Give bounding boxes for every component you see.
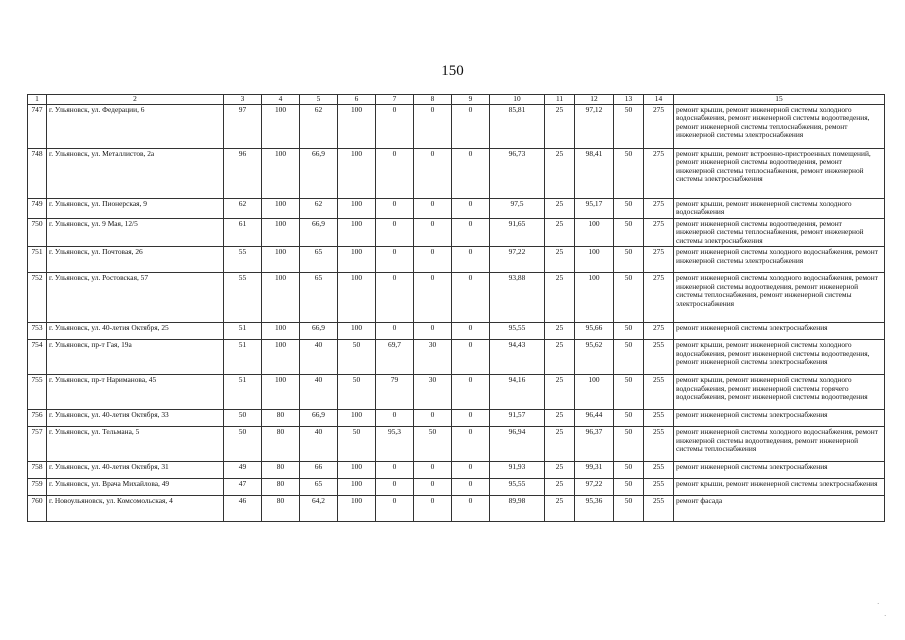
address-cell: г. Ульяновск, ул. Почтовая, 26 (47, 247, 224, 273)
value-cell-c14: 255 (644, 427, 674, 462)
value-cell-c8: 0 (414, 148, 452, 198)
value-cell-c5: 66 (300, 462, 338, 479)
value-cell-c6: 100 (338, 198, 376, 218)
value-cell-c11: 25 (545, 148, 575, 198)
value-cell-c4: 80 (262, 427, 300, 462)
value-cell-c12: 100 (575, 273, 614, 323)
value-cell-c8: 0 (414, 218, 452, 247)
value-cell-c8: 0 (414, 273, 452, 323)
value-cell-c13: 50 (614, 340, 644, 375)
value-cell-c4: 80 (262, 496, 300, 522)
value-cell-c3: 62 (224, 198, 262, 218)
value-cell-c9: 0 (452, 340, 490, 375)
value-cell-c7: 0 (376, 479, 414, 496)
value-cell-c9: 0 (452, 427, 490, 462)
value-cell-c13: 50 (614, 496, 644, 522)
table-row (28, 273, 885, 323)
row-number: 755 (28, 375, 47, 410)
table-row (28, 410, 885, 427)
value-cell-c10: 97,22 (490, 247, 545, 273)
value-cell-c4: 80 (262, 410, 300, 427)
value-cell-c7: 79 (376, 375, 414, 410)
value-cell-c11: 25 (545, 273, 575, 323)
column-header: 13 (614, 95, 644, 105)
row-number: 749 (28, 198, 47, 218)
row-number: 752 (28, 273, 47, 323)
column-header: 6 (338, 95, 376, 105)
value-cell-c8: 0 (414, 198, 452, 218)
address-cell: г. Ульяновск, ул. Металлистов, 2а (47, 148, 224, 198)
value-cell-c10: 96,73 (490, 148, 545, 198)
row-number: 750 (28, 218, 47, 247)
value-cell-c10: 91,57 (490, 410, 545, 427)
table-row (28, 323, 885, 340)
value-cell-c6: 100 (338, 462, 376, 479)
value-cell-c12: 100 (575, 218, 614, 247)
value-cell-c7: 69,7 (376, 340, 414, 375)
value-cell-c4: 100 (262, 323, 300, 340)
value-cell-c8: 0 (414, 104, 452, 148)
value-cell-c8: 0 (414, 410, 452, 427)
value-cell-c10: 95,55 (490, 323, 545, 340)
value-cell-c3: 50 (224, 427, 262, 462)
value-cell-c11: 25 (545, 375, 575, 410)
column-header: 5 (300, 95, 338, 105)
value-cell-c12: 97,12 (575, 104, 614, 148)
address-cell: г. Ульяновск, ул. Тельмана, 5 (47, 427, 224, 462)
address-cell: г. Ульяновск, ул. 40-летия Октября, 33 (47, 410, 224, 427)
value-cell-c5: 62 (300, 198, 338, 218)
value-cell-c14: 275 (644, 273, 674, 323)
value-cell-c6: 50 (338, 375, 376, 410)
value-cell-c11: 25 (545, 323, 575, 340)
address-cell: г. Ульяновск, ул. Ростовская, 57 (47, 273, 224, 323)
address-cell: г. Ульяновск, ул. 40-летия Октября, 31 (47, 462, 224, 479)
table-row (28, 375, 885, 410)
value-cell-c9: 0 (452, 273, 490, 323)
value-cell-c5: 40 (300, 340, 338, 375)
value-cell-c5: 40 (300, 375, 338, 410)
scan-mark: · (884, 612, 887, 620)
value-cell-c9: 0 (452, 198, 490, 218)
value-cell-c7: 0 (376, 148, 414, 198)
column-header: 9 (452, 95, 490, 105)
value-cell-c3: 96 (224, 148, 262, 198)
value-cell-c10: 91,93 (490, 462, 545, 479)
value-cell-c10: 85,81 (490, 104, 545, 148)
value-cell-c3: 46 (224, 496, 262, 522)
value-cell-c7: 0 (376, 247, 414, 273)
column-header: 8 (414, 95, 452, 105)
works-cell: ремонт крыши, ремонт инженерной системы холодного водоснабжения (674, 198, 885, 218)
value-cell-c5: 62 (300, 104, 338, 148)
value-cell-c4: 80 (262, 479, 300, 496)
value-cell-c6: 100 (338, 273, 376, 323)
value-cell-c13: 50 (614, 375, 644, 410)
value-cell-c14: 255 (644, 340, 674, 375)
column-header: 11 (545, 95, 575, 105)
works-cell: ремонт крыши, ремонт инженерной системы холодного водоснабжения, ремонт инженерной системы водоотведения, ремонт инженерной системы электроснабжения (674, 340, 885, 375)
value-cell-c5: 65 (300, 479, 338, 496)
works-cell: ремонт фасада (674, 496, 885, 522)
column-header: 15 (674, 95, 885, 105)
value-cell-c14: 255 (644, 479, 674, 496)
value-cell-c5: 66,9 (300, 410, 338, 427)
works-cell: ремонт инженерной системы электроснабжения (674, 462, 885, 479)
value-cell-c7: 0 (376, 218, 414, 247)
value-cell-c13: 50 (614, 323, 644, 340)
value-cell-c7: 95,3 (376, 427, 414, 462)
value-cell-c9: 0 (452, 104, 490, 148)
value-cell-c8: 30 (414, 375, 452, 410)
value-cell-c12: 95,17 (575, 198, 614, 218)
value-cell-c3: 55 (224, 247, 262, 273)
column-header: 3 (224, 95, 262, 105)
value-cell-c13: 50 (614, 198, 644, 218)
value-cell-c11: 25 (545, 479, 575, 496)
value-cell-c4: 100 (262, 218, 300, 247)
value-cell-c11: 25 (545, 410, 575, 427)
value-cell-c7: 0 (376, 323, 414, 340)
value-cell-c10: 91,65 (490, 218, 545, 247)
value-cell-c7: 0 (376, 462, 414, 479)
address-cell: г. Ульяновск, ул. 40-летия Октября, 25 (47, 323, 224, 340)
row-number: 760 (28, 496, 47, 522)
value-cell-c14: 255 (644, 496, 674, 522)
column-header: 12 (575, 95, 614, 105)
works-cell: ремонт крыши, ремонт инженерной системы холодного водоснабжения, ремонт инженерной системы водоотведения, ремонт инженерной системы теплоснабжения, ремонт инженерной системы электроснабжения (674, 104, 885, 148)
row-number: 753 (28, 323, 47, 340)
table-body (28, 104, 885, 522)
value-cell-c5: 66,9 (300, 148, 338, 198)
value-cell-c9: 0 (452, 479, 490, 496)
value-cell-c5: 66,9 (300, 323, 338, 340)
value-cell-c14: 275 (644, 148, 674, 198)
table-row (28, 496, 885, 522)
value-cell-c5: 65 (300, 247, 338, 273)
works-cell: ремонт крыши, ремонт встроенно-пристроенных помещений, ремонт инженерной системы водоотведения, ремонт инженерной системы теплоснабжения, ремонт инженерной системы электроснабжения (674, 148, 885, 198)
value-cell-c12: 97,22 (575, 479, 614, 496)
value-cell-c4: 80 (262, 462, 300, 479)
value-cell-c3: 97 (224, 104, 262, 148)
value-cell-c7: 0 (376, 198, 414, 218)
value-cell-c14: 255 (644, 462, 674, 479)
value-cell-c9: 0 (452, 462, 490, 479)
value-cell-c9: 0 (452, 496, 490, 522)
value-cell-c6: 100 (338, 410, 376, 427)
value-cell-c3: 61 (224, 218, 262, 247)
table-row (28, 218, 885, 247)
value-cell-c10: 95,55 (490, 479, 545, 496)
scan-mark: · (877, 600, 880, 608)
value-cell-c9: 0 (452, 148, 490, 198)
value-cell-c14: 275 (644, 198, 674, 218)
value-cell-c3: 51 (224, 375, 262, 410)
table-row (28, 340, 885, 375)
address-cell: г. Ульяновск, пр-т Нариманова, 45 (47, 375, 224, 410)
value-cell-c8: 0 (414, 323, 452, 340)
value-cell-c9: 0 (452, 375, 490, 410)
value-cell-c13: 50 (614, 410, 644, 427)
address-cell: г. Ульяновск, ул. Пионерская, 9 (47, 198, 224, 218)
table-row (28, 198, 885, 218)
value-cell-c7: 0 (376, 273, 414, 323)
value-cell-c6: 50 (338, 427, 376, 462)
value-cell-c4: 100 (262, 273, 300, 323)
value-cell-c7: 0 (376, 496, 414, 522)
value-cell-c4: 100 (262, 340, 300, 375)
value-cell-c3: 50 (224, 410, 262, 427)
value-cell-c11: 25 (545, 340, 575, 375)
value-cell-c12: 96,37 (575, 427, 614, 462)
address-cell: г. Ульяновск, ул. Врача Михайлова, 49 (47, 479, 224, 496)
value-cell-c6: 100 (338, 496, 376, 522)
value-cell-c5: 65 (300, 273, 338, 323)
value-cell-c9: 0 (452, 410, 490, 427)
works-cell: ремонт крыши, ремонт инженерной системы холодного водоснабжения, ремонт инженерной системы горячего водоснабжения, ремонт инженерной системы водоотведения (674, 375, 885, 410)
value-cell-c13: 50 (614, 218, 644, 247)
row-number: 748 (28, 148, 47, 198)
column-header: 10 (490, 95, 545, 105)
value-cell-c13: 50 (614, 273, 644, 323)
value-cell-c11: 25 (545, 462, 575, 479)
column-header: 14 (644, 95, 674, 105)
works-cell: ремонт инженерной системы электроснабжения (674, 323, 885, 340)
value-cell-c6: 100 (338, 148, 376, 198)
value-cell-c8: 50 (414, 427, 452, 462)
value-cell-c4: 100 (262, 247, 300, 273)
table-row (28, 247, 885, 273)
value-cell-c9: 0 (452, 323, 490, 340)
value-cell-c5: 64,2 (300, 496, 338, 522)
value-cell-c10: 94,16 (490, 375, 545, 410)
value-cell-c11: 25 (545, 104, 575, 148)
value-cell-c5: 40 (300, 427, 338, 462)
address-cell: г. Ульяновск, ул. Федерации, 6 (47, 104, 224, 148)
value-cell-c3: 51 (224, 323, 262, 340)
value-cell-c13: 50 (614, 104, 644, 148)
value-cell-c12: 98,41 (575, 148, 614, 198)
works-cell: ремонт инженерной системы холодного водоснабжения, ремонт инженерной системы водоотведения, ремонт инженерной системы теплоснабжения (674, 427, 885, 462)
value-cell-c3: 49 (224, 462, 262, 479)
row-number: 751 (28, 247, 47, 273)
value-cell-c11: 25 (545, 496, 575, 522)
table-row (28, 427, 885, 462)
value-cell-c10: 89,98 (490, 496, 545, 522)
value-cell-c8: 30 (414, 340, 452, 375)
value-cell-c14: 255 (644, 375, 674, 410)
value-cell-c10: 94,43 (490, 340, 545, 375)
value-cell-c13: 50 (614, 427, 644, 462)
value-cell-c3: 51 (224, 340, 262, 375)
value-cell-c12: 95,62 (575, 340, 614, 375)
table-row (28, 148, 885, 198)
column-header: 7 (376, 95, 414, 105)
value-cell-c14: 255 (644, 410, 674, 427)
value-cell-c14: 275 (644, 218, 674, 247)
value-cell-c12: 100 (575, 247, 614, 273)
value-cell-c5: 66,9 (300, 218, 338, 247)
value-cell-c6: 50 (338, 340, 376, 375)
value-cell-c6: 100 (338, 247, 376, 273)
works-cell: ремонт инженерной системы водоотведения, ремонт инженерной системы теплоснабжения, ремонт инженерной системы электроснабжения (674, 218, 885, 247)
value-cell-c10: 96,94 (490, 427, 545, 462)
value-cell-c8: 0 (414, 496, 452, 522)
value-cell-c13: 50 (614, 479, 644, 496)
page-number: 150 (441, 63, 464, 79)
value-cell-c11: 25 (545, 247, 575, 273)
value-cell-c14: 275 (644, 104, 674, 148)
value-cell-c6: 100 (338, 479, 376, 496)
works-cell: ремонт инженерной системы холодного водоснабжения, ремонт инженерной системы водоотведения, ремонт инженерной системы теплоснабжения, ремонт инженерной системы электроснабжения (674, 273, 885, 323)
address-cell: г. Новоульяновск, ул. Комсомольская, 4 (47, 496, 224, 522)
value-cell-c12: 95,36 (575, 496, 614, 522)
row-number: 756 (28, 410, 47, 427)
value-cell-c4: 100 (262, 148, 300, 198)
value-cell-c6: 100 (338, 104, 376, 148)
column-header: 1 (28, 95, 47, 105)
table-row (28, 462, 885, 479)
value-cell-c4: 100 (262, 198, 300, 218)
value-cell-c4: 100 (262, 375, 300, 410)
table-row (28, 104, 885, 148)
value-cell-c11: 25 (545, 198, 575, 218)
address-cell: г. Ульяновск, пр-т Гая, 19а (47, 340, 224, 375)
column-header: 2 (47, 95, 224, 105)
value-cell-c4: 100 (262, 104, 300, 148)
value-cell-c9: 0 (452, 247, 490, 273)
value-cell-c12: 95,66 (575, 323, 614, 340)
table-row (28, 479, 885, 496)
value-cell-c12: 99,31 (575, 462, 614, 479)
value-cell-c14: 275 (644, 247, 674, 273)
value-cell-c8: 0 (414, 462, 452, 479)
value-cell-c12: 96,44 (575, 410, 614, 427)
works-cell: ремонт инженерной системы холодного водоснабжения, ремонт инженерной системы электроснабжения (674, 247, 885, 273)
register-table (27, 94, 885, 522)
value-cell-c3: 47 (224, 479, 262, 496)
row-number: 754 (28, 340, 47, 375)
value-cell-c7: 0 (376, 104, 414, 148)
row-number: 747 (28, 104, 47, 148)
value-cell-c11: 25 (545, 218, 575, 247)
value-cell-c11: 25 (545, 427, 575, 462)
value-cell-c6: 100 (338, 323, 376, 340)
column-header: 4 (262, 95, 300, 105)
value-cell-c12: 100 (575, 375, 614, 410)
row-number: 759 (28, 479, 47, 496)
column-number-row (28, 95, 885, 105)
value-cell-c7: 0 (376, 410, 414, 427)
value-cell-c10: 97,5 (490, 198, 545, 218)
works-cell: ремонт крыши, ремонт инженерной системы электроснабжения (674, 479, 885, 496)
value-cell-c14: 275 (644, 323, 674, 340)
row-number: 757 (28, 427, 47, 462)
value-cell-c8: 0 (414, 479, 452, 496)
value-cell-c9: 0 (452, 218, 490, 247)
value-cell-c13: 50 (614, 462, 644, 479)
value-cell-c6: 100 (338, 218, 376, 247)
works-cell: ремонт инженерной системы электроснабжения (674, 410, 885, 427)
value-cell-c13: 50 (614, 148, 644, 198)
value-cell-c3: 55 (224, 273, 262, 323)
value-cell-c10: 93,88 (490, 273, 545, 323)
address-cell: г. Ульяновск, ул. 9 Мая, 12/5 (47, 218, 224, 247)
row-number: 758 (28, 462, 47, 479)
value-cell-c13: 50 (614, 247, 644, 273)
value-cell-c8: 0 (414, 247, 452, 273)
